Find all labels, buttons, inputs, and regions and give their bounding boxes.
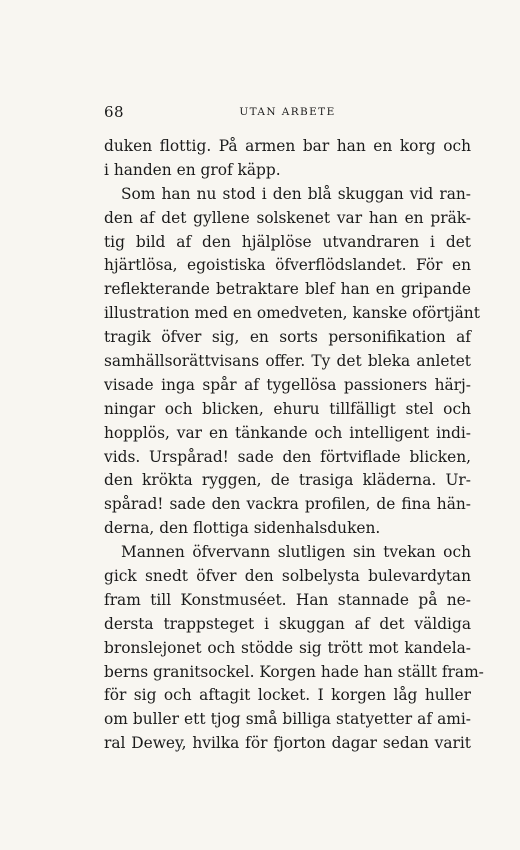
text-line: reflekterande betraktare blef han en gripande	[104, 280, 471, 299]
text-line: tig bild af den hjälplöse utvandraren i det	[104, 232, 471, 251]
text-line: för sig och aftagit locket. I korgen låg huller	[104, 686, 471, 705]
text-line: Mannen öfvervann slutligen sin tvekan och	[121, 543, 471, 562]
text-line: gick snedt öfver den solbelysta bulevardytan	[104, 567, 471, 586]
text-line: derna, den flottiga sidenhalsduken.	[104, 519, 381, 538]
text-line: i handen en grof käpp.	[104, 160, 281, 179]
text-line: den af det gyllene solskenet var han en präk-	[104, 208, 471, 227]
text-line: duken flottig. På armen bar han en korg och	[104, 137, 471, 155]
text-line: om buller ett tjog små billiga statyetter af ami-	[104, 710, 471, 729]
body-text	[104, 135, 484, 756]
text-line: vids. Urspårad! sade den förtviflade blicken,	[104, 447, 471, 466]
text-line: bronslejonet och stödde sig trött mot kandela-	[104, 638, 471, 657]
text-line: samhällsorättvisans offer. Ty det bleka anletet	[104, 352, 471, 371]
text-line: illustration med en omedveten, kanske oförtjänt	[104, 304, 480, 323]
text-line: ningar och blicken, ehuru tillfälligt stel och	[104, 399, 471, 418]
text-line: hjärtlösa, egoistiska öfverflödslandet. För en	[104, 256, 471, 275]
text-line: tragik öfver sig, en sorts personifikation af	[104, 328, 471, 347]
text-line: dersta trappsteget i skuggan af det väldiga	[104, 614, 471, 633]
text-line: ral Dewey, hvilka för fjorton dagar sedan varit	[104, 734, 471, 753]
running-title: UTAN ARBETE	[239, 106, 336, 118]
text-line: den krökta ryggen, de trasiga kläderna. Ur-	[104, 471, 471, 490]
text-line: fram till Konstmuséet. Han stannade på ne-	[104, 590, 471, 609]
text-line: berns granitsockel. Korgen hade han ställt fram-	[104, 662, 484, 681]
text-line: Som han nu stod i den blå skuggan vid ran-	[121, 184, 471, 203]
text-line: spårad! sade den vackra profilen, de fina hän-	[104, 495, 471, 514]
page-number: 68	[104, 103, 125, 121]
text-line: hopplös, var en tänkande och intelligent indi-	[104, 423, 471, 442]
running-head	[104, 103, 471, 123]
text-line: visade inga spår af tygellösa passioners härj-	[104, 375, 471, 394]
